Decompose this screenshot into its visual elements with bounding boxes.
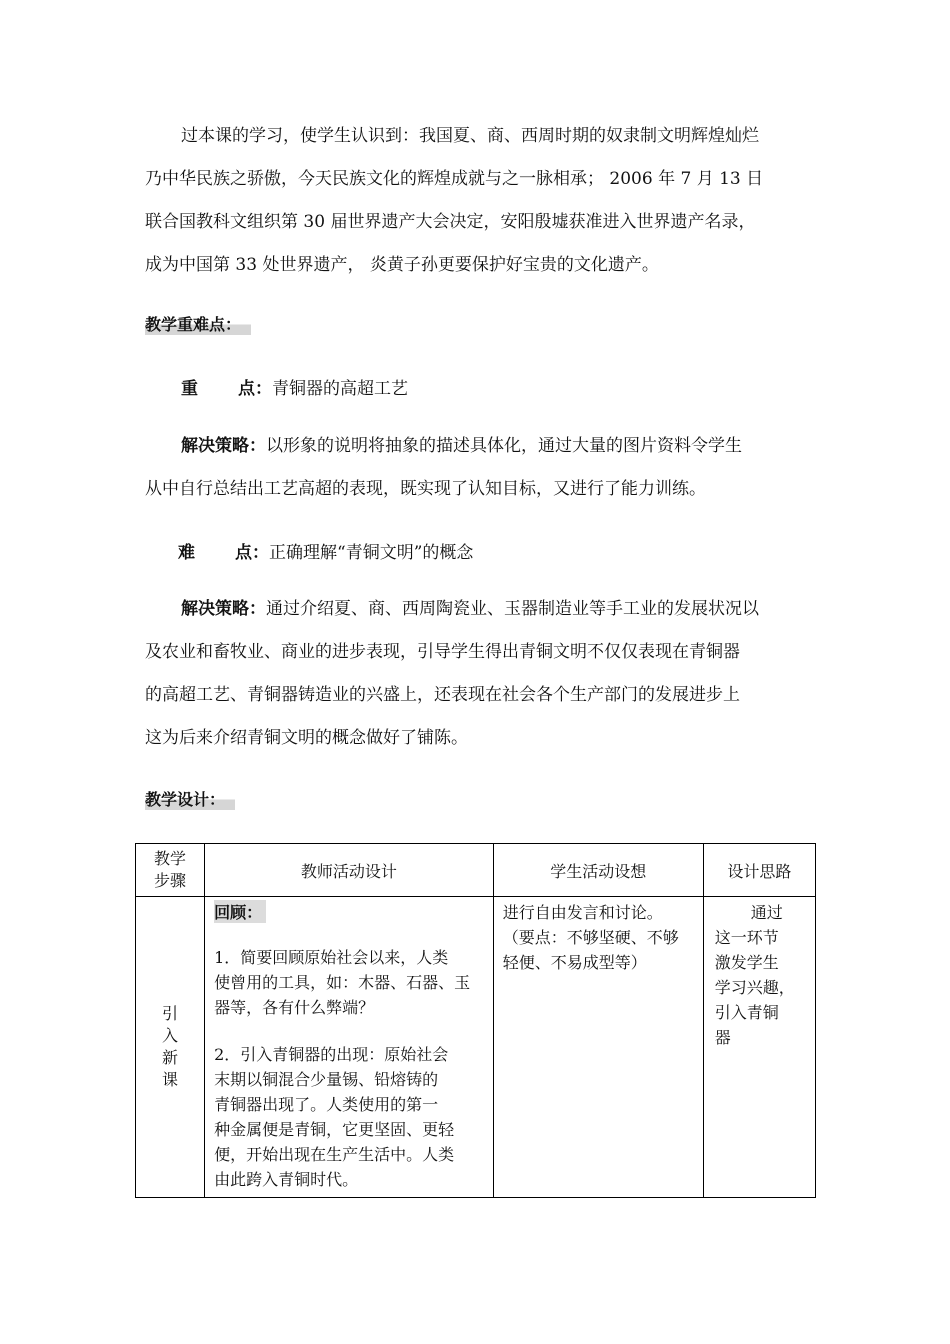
idea-text: 通过 (750, 903, 783, 922)
teacher-text: 2．引入青铜器的出现：原始社会 (214, 1045, 449, 1064)
teacher-text: 便，开始出现在生产生活中。人类 (214, 1145, 455, 1164)
teacher-text: 末期以铜混合少量锡、铅熔铸的 (214, 1070, 439, 1089)
difficulty-label: 难 点： (178, 543, 269, 563)
design-table (135, 843, 816, 1198)
step-cell: 引 入 新 课 (136, 897, 205, 1198)
teacher-text: 使曾用的工具，如：木器、石器、玉 (214, 973, 471, 992)
strategy2-paragraph (145, 588, 810, 760)
student-text: 轻便、不易成型等） (502, 953, 647, 972)
strategy2-text: 这为后来介绍青铜文明的概念做好了铺陈。 (145, 728, 468, 748)
header-step: 教学 步骤 (136, 844, 205, 897)
teacher-text: 器等，各有什么弊端？ (214, 998, 375, 1017)
idea-text: 这一环节 (714, 928, 779, 947)
student-text: （要点：不够坚硬、不够 (502, 928, 679, 947)
focus-row (181, 374, 408, 399)
header-teacher: 教师活动设计 (205, 844, 494, 897)
idea-text: 器 (714, 1028, 731, 1047)
intro-line: 乃中华民族之骄傲，今天民族文化的辉煌成就与之一脉相承； 2006 年 7 月 13 日 (145, 169, 764, 189)
strategy2-label: 解决策略： (181, 599, 266, 619)
table-row (136, 897, 816, 1198)
teacher-text: 由此跨入青铜时代。 (214, 1170, 359, 1189)
review-heading: 回顾： (214, 900, 266, 923)
focus-label: 重 点： (181, 379, 272, 399)
idea-text: 学习兴趣， (714, 978, 795, 997)
strategy1-label: 解决策略： (181, 436, 266, 456)
teacher-text: 种金属便是青铜，它更坚固、更轻 (214, 1120, 455, 1139)
teacher-cell (205, 897, 494, 1198)
strategy2-text: 通过介绍夏、商、西周陶瓷业、玉器制造业等手工业的发展状况以 (266, 599, 759, 619)
header-student: 学生活动设想 (493, 844, 703, 897)
focus-text: 青铜器的高超工艺 (272, 379, 408, 399)
key-points-heading: 教学重难点： (145, 312, 251, 335)
idea-text: 引入青铜 (714, 1003, 779, 1022)
student-cell (493, 897, 703, 1198)
strategy2-text: 的高超工艺、青铜器铸造业的兴盛上，还表现在社会各个生产部门的发展进步上 (145, 685, 740, 705)
student-text: 进行自由发言和讨论。 (502, 903, 663, 922)
intro-paragraph (145, 115, 810, 287)
intro-line: 联合国教科文组织第 30 届世界遗产大会决定，安阳殷墟获准进入世界遗产名录， (145, 212, 756, 232)
header-idea: 设计思路 (703, 844, 815, 897)
intro-line: 成为中国第 33 处世界遗产， 炎黄子孙更要保护好宝贵的文化遗产。 (145, 255, 659, 275)
difficulty-text: 正确理解“青铜文明”的概念 (269, 543, 474, 563)
strategy2-text: 及农业和畜牧业、商业的进步表现，引导学生得出青铜文明不仅仅表现在青铜器 (145, 642, 740, 662)
strategy1-text: 从中自行总结出工艺高超的表现，既实现了认知目标，又进行了能力训练。 (145, 479, 706, 499)
strategy1-text: 以形象的说明将抽象的描述具体化，通过大量的图片资料令学生 (266, 436, 742, 456)
table-header-row (136, 844, 816, 897)
difficulty-row (178, 538, 473, 563)
teacher-text: 1．简要回顾原始社会以来，人类 (214, 948, 449, 967)
idea-cell (703, 897, 815, 1198)
intro-line: 过本课的学习，使学生认识到：我国夏、商、西周时期的奴隶制文明辉煌灿烂 (181, 126, 759, 146)
idea-text: 激发学生 (714, 953, 779, 972)
strategy1-paragraph (145, 425, 810, 511)
design-heading: 教学设计： (145, 787, 235, 810)
teacher-text: 青铜器出现了。人类使用的第一 (214, 1095, 439, 1114)
